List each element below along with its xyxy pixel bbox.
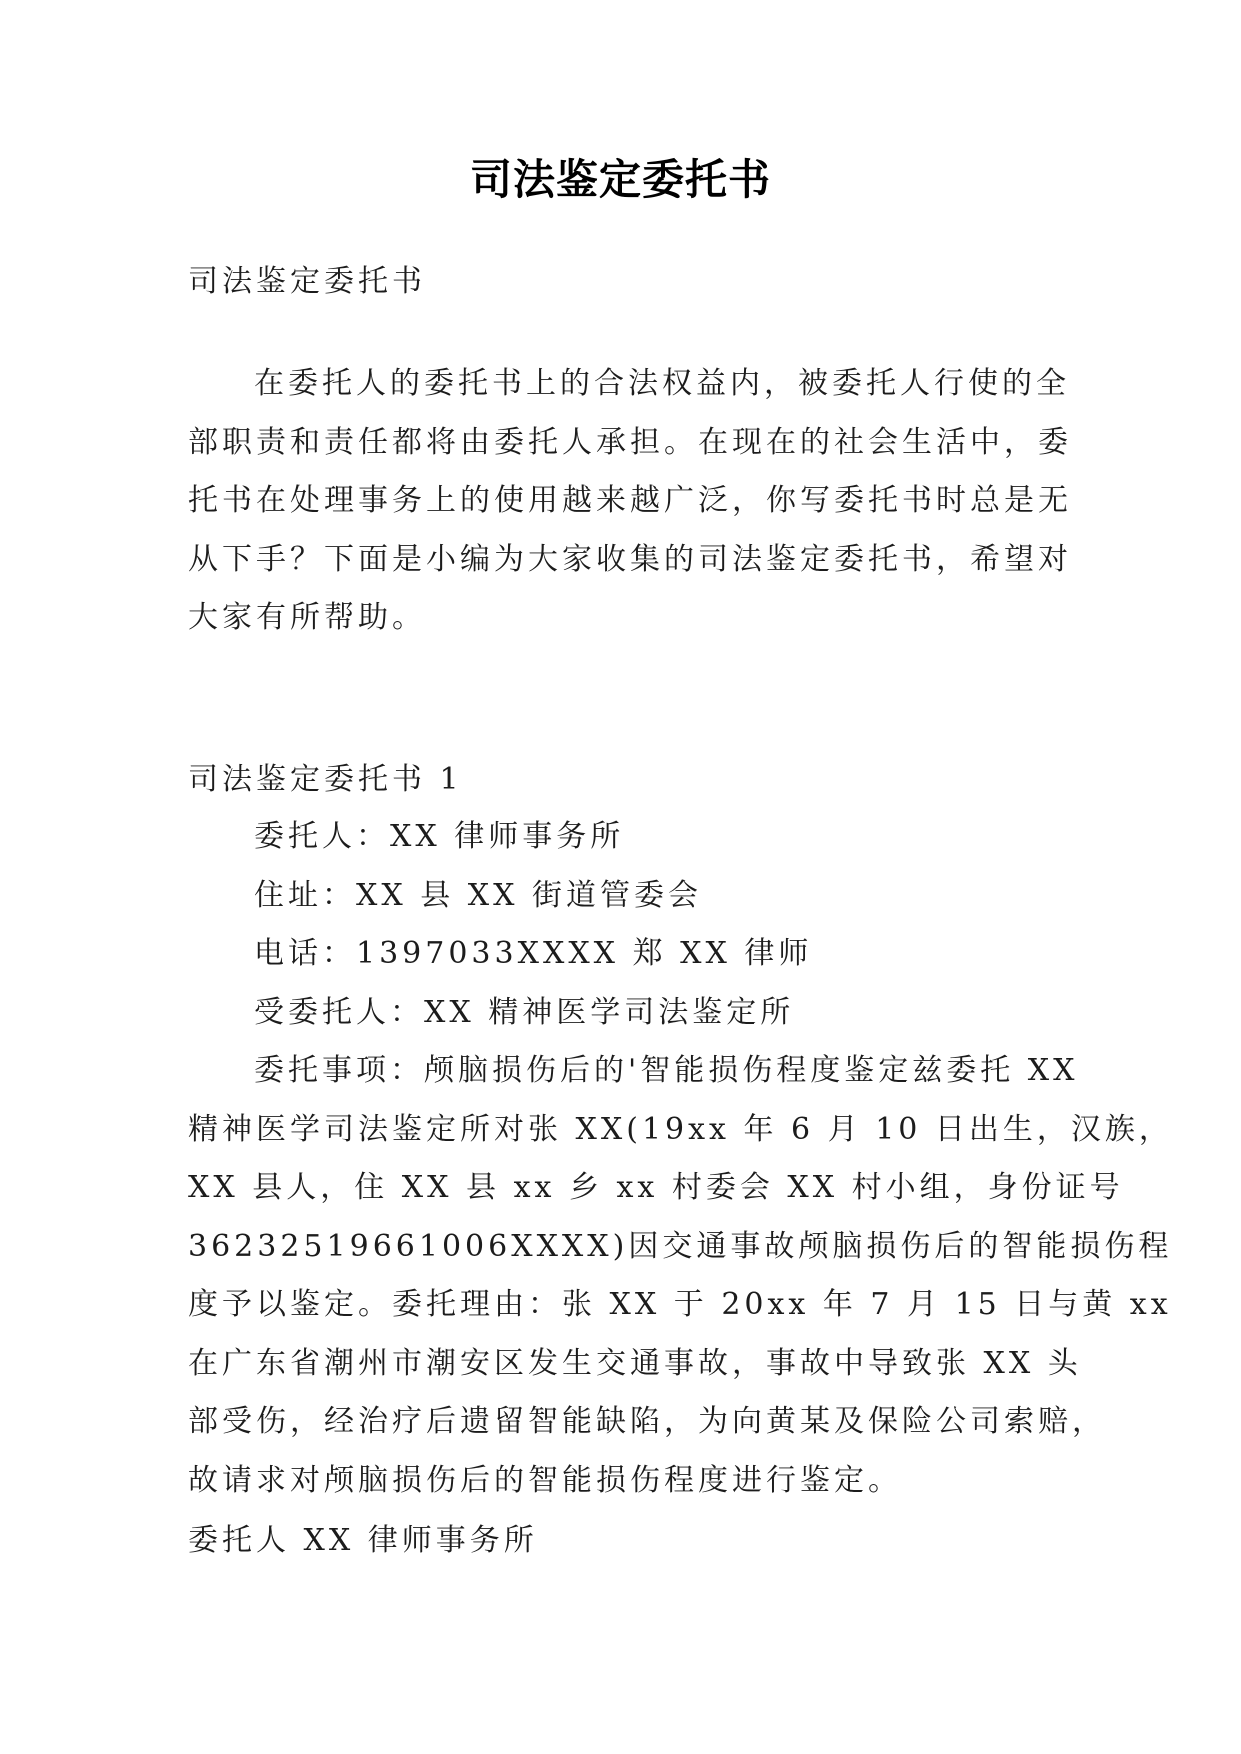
agent-line: 受委托人：XX 精神医学司法鉴定所 (254, 995, 795, 1030)
intro-paragraph (188, 355, 1072, 648)
document-title: 司法鉴定委托书 (469, 155, 771, 204)
matter-line: 委托事项：颅脑损伤后的'智能损伤程度鉴定兹委托 XX (254, 1053, 1079, 1088)
intro-line: 在委托人的委托书上的合法权益内，被委托人行使的全 (254, 366, 1070, 401)
intro-line: 托书在处理事务上的使用越来越广泛，你写委托书时总是无 (188, 483, 1072, 518)
matter-line: 36232519661006XXXX)因交通事故颅脑损伤后的智能损伤程 (188, 1228, 1173, 1264)
matter-paragraph (188, 1042, 1173, 1510)
matter-line: XX 县人，住 XX 县 xx 乡 xx 村委会 XX 村小组，身份证号 (188, 1170, 1124, 1205)
document-subtitle: 司法鉴定委托书 (188, 264, 426, 299)
matter-line: 度予以鉴定。委托理由：张 XX 于 20xx 年 7 月 15 日与黄 xx (188, 1287, 1172, 1322)
signature-line: 委托人 XX 律师事务所 (188, 1523, 538, 1558)
address-line: 住址：XX 县 XX 街道管委会 (254, 878, 703, 913)
intro-line: 从下手？下面是小编为大家收集的司法鉴定委托书，希望对 (188, 541, 1072, 577)
intro-line: 大家有所帮助。 (188, 600, 426, 635)
matter-line: 部受伤，经治疗后遗留智能缺陷，为向黄某及保险公司索赔， (188, 1404, 1106, 1439)
matter-line: 精神医学司法鉴定所对张 XX(19xx 年 6 月 10 日出生，汉族， (188, 1111, 1173, 1147)
matter-line: 在广东省潮州市潮安区发生交通事故，事故中导致张 XX 头 (188, 1345, 1082, 1381)
phone-line: 电话：1397033XXXX 郑 XX 律师 (254, 936, 813, 971)
client-line: 委托人：XX 律师事务所 (254, 819, 625, 854)
section-heading: 司法鉴定委托书 1 (188, 762, 463, 797)
matter-line: 故请求对颅脑损伤后的智能损伤程度进行鉴定。 (188, 1462, 902, 1498)
intro-line: 部职责和责任都将由委托人承担。在现在的社会生活中，委 (188, 424, 1072, 460)
